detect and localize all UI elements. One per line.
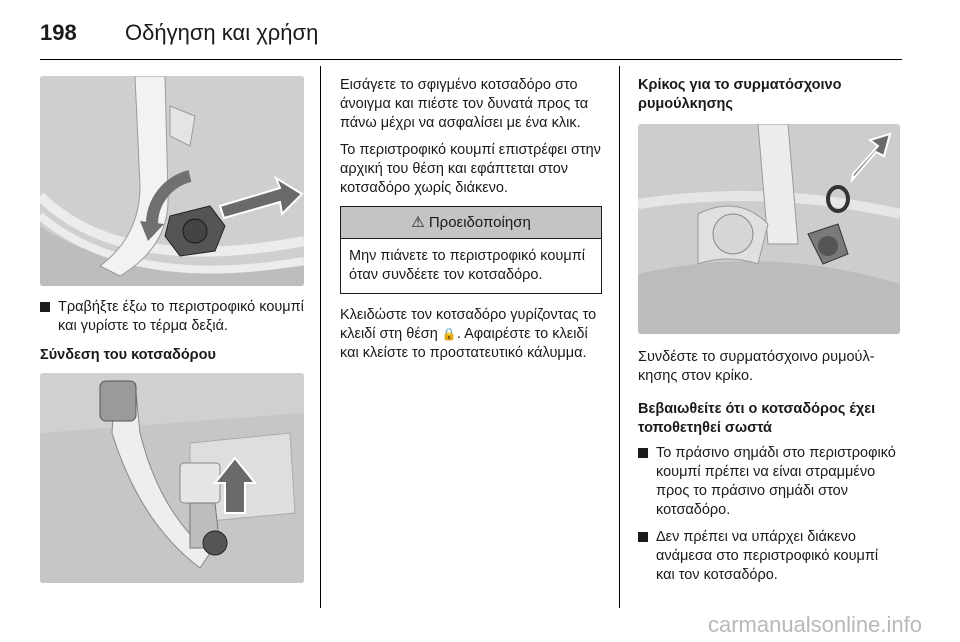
page-number: 198 <box>40 20 77 45</box>
warning-header <box>341 207 601 239</box>
warning-triangle-icon: ⚠ <box>411 214 425 231</box>
section-heading: Κρίκος για το συρματόσχοινο ρυμούλκησης <box>638 77 842 112</box>
bullet-icon <box>638 448 648 458</box>
lock-icon: 🔒 <box>441 327 457 341</box>
warning-box <box>340 206 602 294</box>
paragraph: Το περιστροφικό κουμπί επιστρέφει στην αρχική του θέση και εφάπτεται στον κοτσαδόρο χωρίς διάκενο. <box>340 142 601 196</box>
bullet-text: Δεν πρέπει να υπάρχει διάκενο ανάμεσα στο περιστροφικό κουμπί και τον κοτσαδόρο. <box>656 529 879 583</box>
page-header <box>40 10 920 60</box>
column-2 <box>340 76 602 371</box>
section-heading: Σύνδεση του κοτσαδόρου <box>40 347 216 363</box>
paragraph: Συνδέστε το συρματόσχοινο ρυμούλκησης στον κρίκο. <box>638 349 875 384</box>
figure-towing-eye <box>638 124 900 334</box>
column-divider-2 <box>619 66 620 608</box>
bullet-icon <box>40 302 50 312</box>
warning-text: Μην πιάνετε το περιστροφικό κουμπί όταν συνδέετε τον κοτσαδόρο. <box>349 248 585 283</box>
paragraph-text: Κλειδώστε τον κοτσαδόρο γυρίζοντας το κλειδί στη θέση <box>340 307 597 342</box>
column-divider-1 <box>320 66 321 608</box>
list-item <box>638 528 900 585</box>
paragraph-text: . Αφαιρέστε το κλειδί και κλείστε το προστατευτικό κάλυμμα. <box>340 326 588 361</box>
warning-title: Προειδοποίηση <box>428 214 531 231</box>
paragraph: Εισάγετε το σφιγμένο κοτσαδόρο στο άνοιγμα και πιέστε τον δυνατά προς τα πάνω μέχρι να ασφαλίσει με ένα κλικ. <box>340 77 589 131</box>
paragraph <box>340 306 602 363</box>
column-3 <box>638 76 900 593</box>
list-item <box>638 444 900 520</box>
watermark: carmanualsonline.info <box>707 612 922 637</box>
bullet-icon <box>638 532 648 542</box>
bullet-text: Τραβήξτε έξω το περιστροφικό κουμπί και γυρίστε το τέρμα δεξιά. <box>58 299 304 334</box>
figure-tow-hook-insert <box>40 373 304 583</box>
column-1 <box>40 76 304 583</box>
header-rule <box>40 59 902 60</box>
list-item <box>40 298 304 336</box>
bullet-text: Το πράσινο σημάδι στο περιστροφικό κουμπί πρέπει να είναι στραμμένο προς το πράσινο σημάδι στον κοτσαδόρο. <box>656 445 896 518</box>
page-title: Οδήγηση και χρήση <box>125 20 319 45</box>
figure-rotary-knob <box>40 76 304 286</box>
section-heading: Βεβαιωθείτε ότι ο κοτσαδόρος έχει τοποθετηθεί σωστά <box>638 401 876 436</box>
